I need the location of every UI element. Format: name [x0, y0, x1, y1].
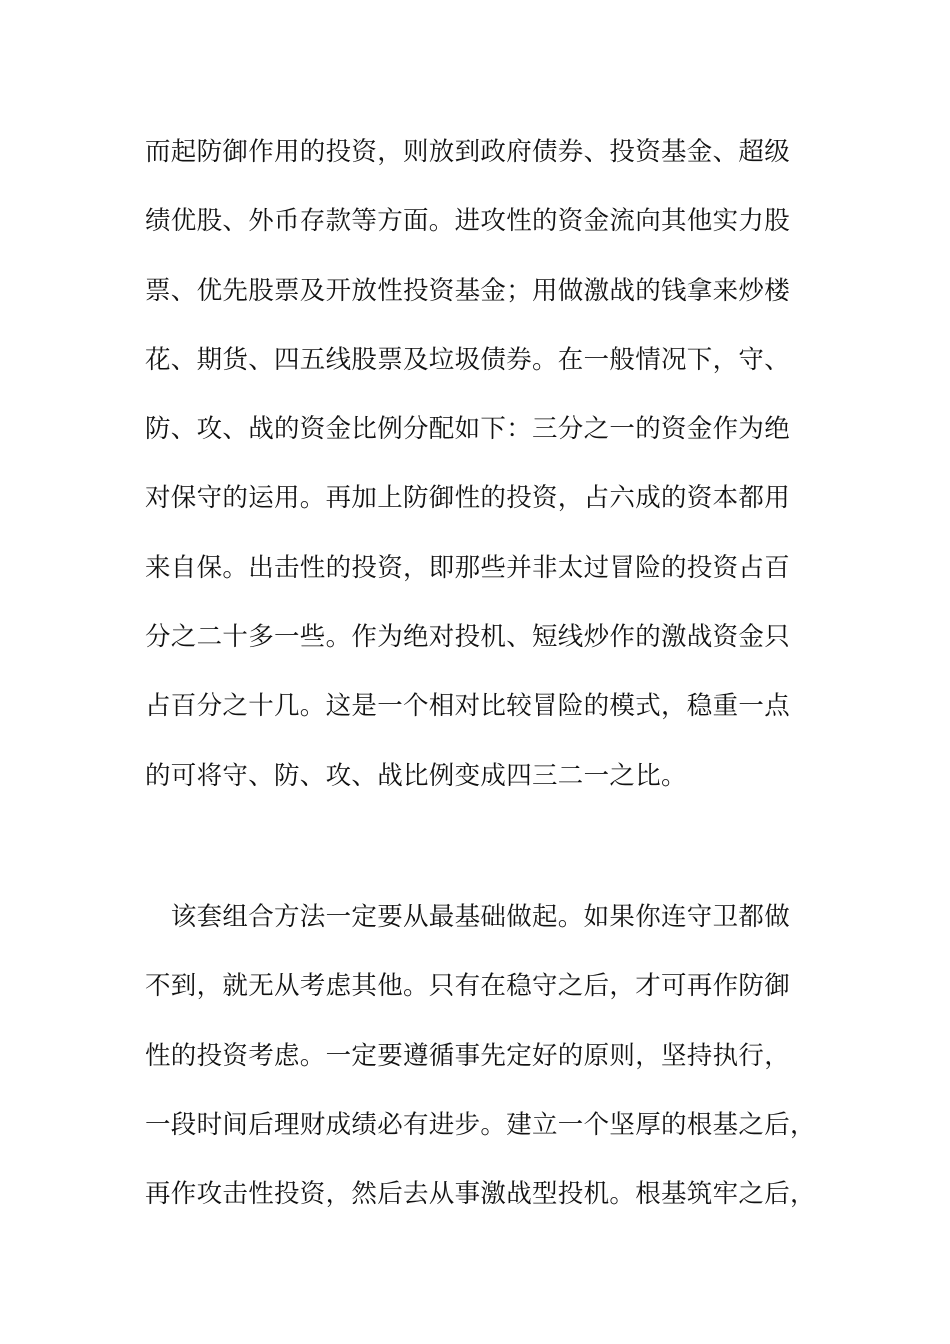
paragraph-line: 占百分之十几。这是一个相对比较冒险的模式，稳重一点 — [145, 691, 791, 722]
paragraph-line: 绩优股、外币存款等方面。进攻性的资金流向其他实力股 — [145, 206, 791, 237]
paragraph-1 — [145, 118, 805, 811]
paragraph-line: 来自保。出击性的投资，即那些并非太过冒险的投资占百 — [145, 552, 791, 583]
paragraph-line: 该套组合方法一定要从最基础做起。如果你连守卫都做 — [145, 902, 791, 932]
paragraph-line: 花、期货、四五线股票及垃圾债券。在一般情况下，守、 — [145, 344, 791, 375]
paragraph-line: 性的投资考虑。一定要遵循事先定好的原则，坚持执行， — [145, 1040, 791, 1071]
paragraph-line: 对保守的运用。再加上防御性的投资，占六成的资本都用 — [145, 483, 791, 514]
paragraph-line: 票、优先股票及开放性投资基金；用做激战的钱拿来炒楼 — [145, 275, 791, 306]
paragraph-line: 不到，就无从考虑其他。只有在稳守之后，才可再作防御 — [145, 971, 791, 1002]
paragraph-line: 分之二十多一些。作为绝对投机、短线炒作的激战资金只 — [145, 622, 791, 653]
paragraph-2 — [145, 883, 816, 1229]
paragraph-line: 一段时间后理财成绩必有进步。建立一个坚厚的根基之后， — [145, 1109, 816, 1140]
paragraph-line: 防、攻、战的资金比例分配如下：三分之一的资金作为绝 — [145, 414, 791, 445]
paragraph-line: 而起防御作用的投资，则放到政府债券、投资基金、超级 — [145, 137, 791, 167]
paragraph-line: 的可将守、防、攻、战比例变成四三二一之比。 — [145, 760, 687, 791]
paragraph-line: 再作攻击性投资，然后去从事激战型投机。根基筑牢之后， — [145, 1179, 816, 1210]
